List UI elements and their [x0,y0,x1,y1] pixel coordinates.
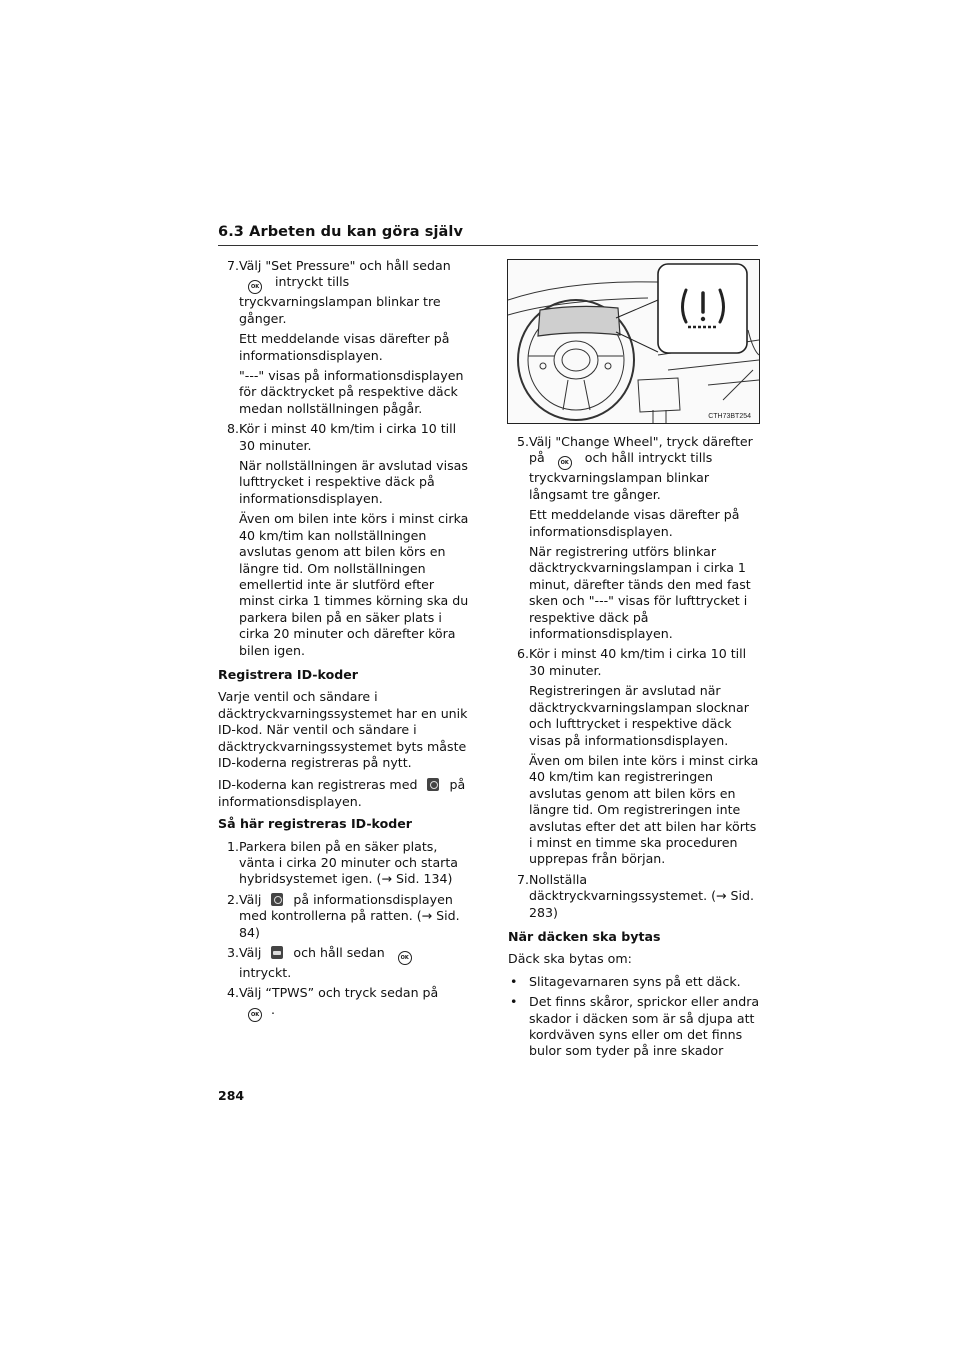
ok-button-icon: OK [248,1008,262,1022]
register-step-4 [218,985,472,1021]
step-note: "---" visas på informationsdisplayen för däcktrycket på respektive däck medan nollställningen pågår. [239,368,464,416]
step-text: Kör i minst 40 km/tim i cirka 10 till 30 minuter. [529,646,747,678]
subheading-how-to-register: Så här registreras ID-koder [218,816,413,832]
step-note: Även om bilen inte körs i minst cirka 40 km/tim kan registreringen avslutas genom att bilen körs en längre tid. Om registreringen inte avslutas efter det att bilen har körts i minst en timme ska proceduren upprepas från början. [529,752,759,867]
step-text: Nollställa däcktryckvarningssystemet. (→ Sid. 283) [529,871,755,920]
dashboard-illustration [507,259,760,424]
step-number: 6. [517,646,530,662]
paragraph-text: ID-koderna kan registreras med [218,777,418,793]
section-title: 6.3 Arbeten du kan göra själv [218,224,464,240]
step-text: och håll sedan [293,945,385,961]
step-number: 3. [227,945,240,961]
step-text: . [271,1001,276,1017]
step-number: 7. [227,258,240,273]
step-note: Registreringen är avslutad när däcktryckvarningslampan slocknar och lufttrycket i respektive däck visas på informationsdisplayen. [529,683,749,748]
step-number: 5. [517,434,530,449]
step-text: på informationsdisplayen med kontrollerna på ratten. (→ Sid. 84) [239,891,460,940]
step-note: Även om bilen inte körs i minst cirka 40 km/tim kan nollställningen avslutas genom att bilen körs en längre tid. Om nollställningen emellertid inte är slutförd efter minst cirka 1 timmes körning ska du parkera bilen på en säker plats i cirka 20 minuter och därefter köra bilen igen. [239,511,469,658]
settings-icon [271,893,283,906]
step-text: Välj "Set Pressure" och håll sedan [239,258,451,273]
list-item [508,974,760,990]
step-text: Välj "Change Wheel", tryck därefter på [529,434,753,466]
step-8 [218,421,472,454]
paragraph: Varje ventil och sändare i däcktryckvarningssystemet har en unik ID-kod. När ventil och sändare i däcktryckvarningssystemet byts måste ID-koderna registreras på nytt. [218,689,468,770]
step-text: Välj “TPWS” och tryck sedan på [239,985,439,1001]
bullet-marker: • [510,994,518,1010]
ok-button-icon: OK [558,456,572,470]
ok-button-icon: OK [248,280,262,294]
step-note: När nollställningen är avslutad visas lufttrycket i respektive däck på informationsdisplayen. [239,458,468,506]
step-number: 8. [227,421,240,437]
step-7-reset [508,872,760,921]
step-6 [508,646,760,679]
step-text: Välj [239,945,262,961]
step-note: När registrering utförs blinkar däcktryckvarningslampan i cirka 1 minut, därefter tänds den med fast sken och "---" visas för lufttrycket i respektive däck på informationsdisplayen. [529,544,751,642]
step-text: Kör i minst 40 km/tim i cirka 10 till 30 minuter. [239,421,457,453]
left-column [218,258,472,1026]
list-item-text: Det finns skåror, sprickor eller andra skador i däcken som är så djupa att kordväven syns eller om det finns bulor som tyder på inre skador [529,994,760,1059]
register-step-3 [218,945,472,981]
step-7 [218,258,472,327]
subheading-register-id: Registrera ID-koder [218,666,358,682]
register-step-1 [218,839,472,888]
register-step-2 [218,892,472,941]
step-note: Ett meddelande visas därefter på informationsdisplayen. [529,507,740,539]
vehicle-settings-icon [271,946,283,959]
header-divider [218,245,758,246]
step-text: och håll intryckt tills tryckvarningslampan blinkar långsamt tre gånger. [529,450,713,502]
step-text: intryckt. [239,965,292,981]
step-number: 7. [517,871,530,887]
page-number: 284 [218,1088,245,1103]
settings-icon [427,778,439,791]
step-number: 4. [227,985,240,1001]
step-number: 1. [227,838,240,854]
list-item-text: Slitagevarnaren syns på ett däck. [529,973,741,989]
step-text: Parkera bilen på en säker plats, vänta i cirka 20 minuter och starta hybridsystemet igen. (→ Sid. 134) [239,838,458,887]
subheading-tire-change: När däcken ska bytas [508,928,661,944]
figure-code: CTH73BT254 [708,413,751,420]
paragraph [218,777,472,810]
ok-button-icon: OK [398,951,412,965]
step-text: Välj [239,891,262,907]
paragraph-text: på informationsdisplayen. [218,777,466,809]
step-5 [508,434,760,503]
page-header [218,224,758,240]
step-number: 2. [227,891,240,907]
step-note: Ett meddelande visas därefter på informationsdisplayen. [239,331,450,363]
steering-wheel-drawing [508,260,759,423]
bullet-marker: • [510,973,518,989]
step-text: intryckt tills tryckvarningslampan blinkar tre gånger. [239,274,441,326]
right-column [508,434,760,1064]
list-item [508,994,760,1060]
paragraph: Däck ska bytas om: [508,951,632,967]
